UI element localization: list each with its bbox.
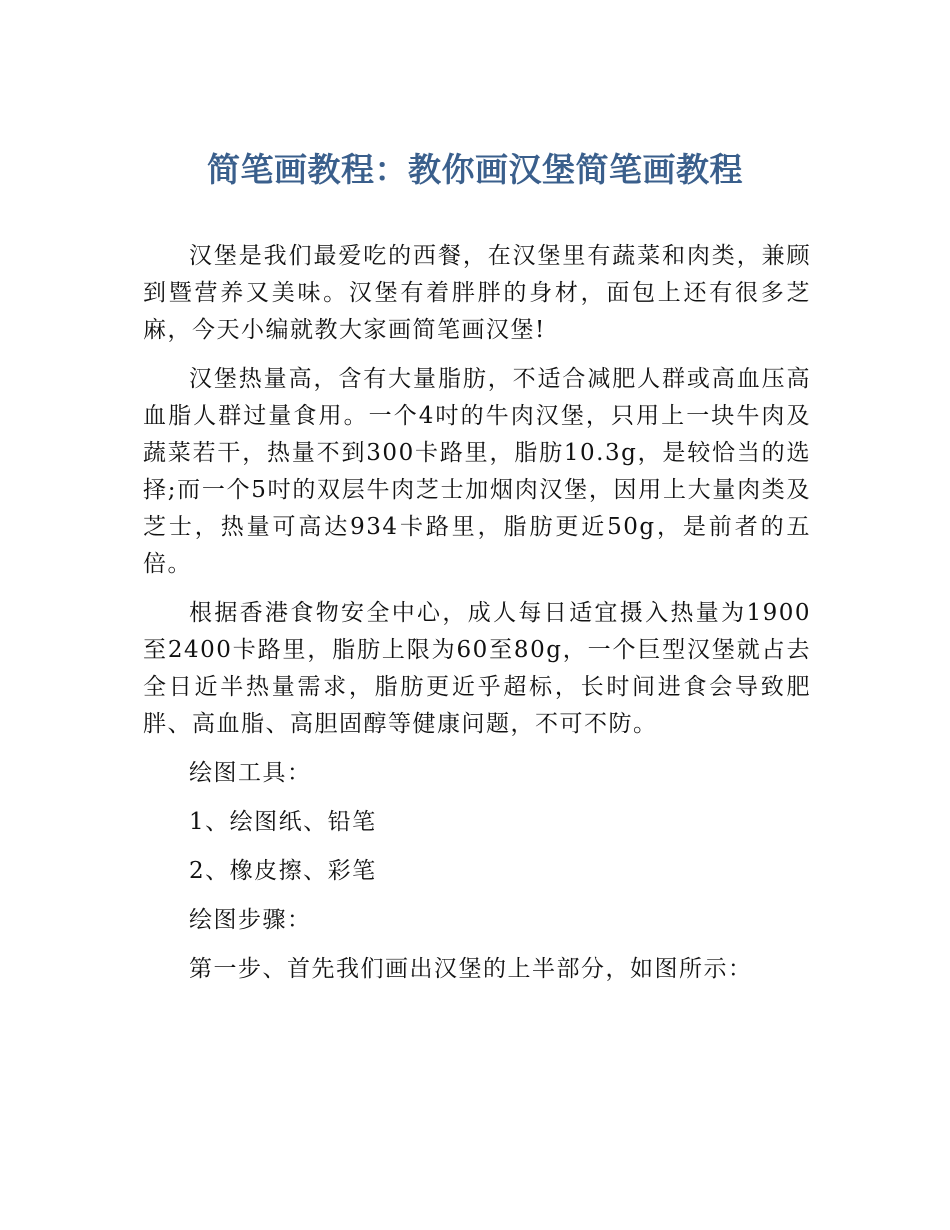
tools-item-1: 1、绘图纸、铅笔 bbox=[189, 809, 377, 835]
tools-heading: 绘图工具： bbox=[189, 760, 312, 786]
paragraph-calories: 汉堡热量高，含有大量脂肪，不适合减肥人群或高血压高血脂人群过量食用。一个4吋的牛肉汉堡，只用上一块牛肉及蔬菜若干，热量不到300卡路里，脂肪10.3g，是较恰当的选择;而一个5吋的双层牛肉芝士加烟肉汉堡，因用上大量肉类及芝士，热量可高达934卡路里，脂肪更近50g，是前者的五倍。 bbox=[143, 366, 811, 577]
tools-item-2: 2、橡皮擦、彩笔 bbox=[189, 858, 377, 884]
page-title: 简笔画教程：教你画汉堡简笔画教程 bbox=[207, 150, 743, 189]
step-1: 第一步、首先我们画出汉堡的上半部分，如图所示： bbox=[189, 956, 753, 982]
paragraph-health: 根据香港食物安全中心，成人每日适宜摄入热量为1900至2400卡路里，脂肪上限为60至80g，一个巨型汉堡就占去全日近半热量需求，脂肪更近乎超标，长时间进食会导致肥胖、高血脂、高胆固醇等健康问题，不可不防。 bbox=[143, 600, 811, 737]
steps-heading: 绘图步骤： bbox=[189, 907, 312, 933]
paragraph-intro: 汉堡是我们最爱吃的西餐，在汉堡里有蔬菜和肉类，兼顾到暨营养又美味。汉堡有着胖胖的身材，面包上还有很多芝麻，今天小编就教大家画简笔画汉堡! bbox=[143, 243, 811, 343]
document-body bbox=[143, 238, 811, 1000]
